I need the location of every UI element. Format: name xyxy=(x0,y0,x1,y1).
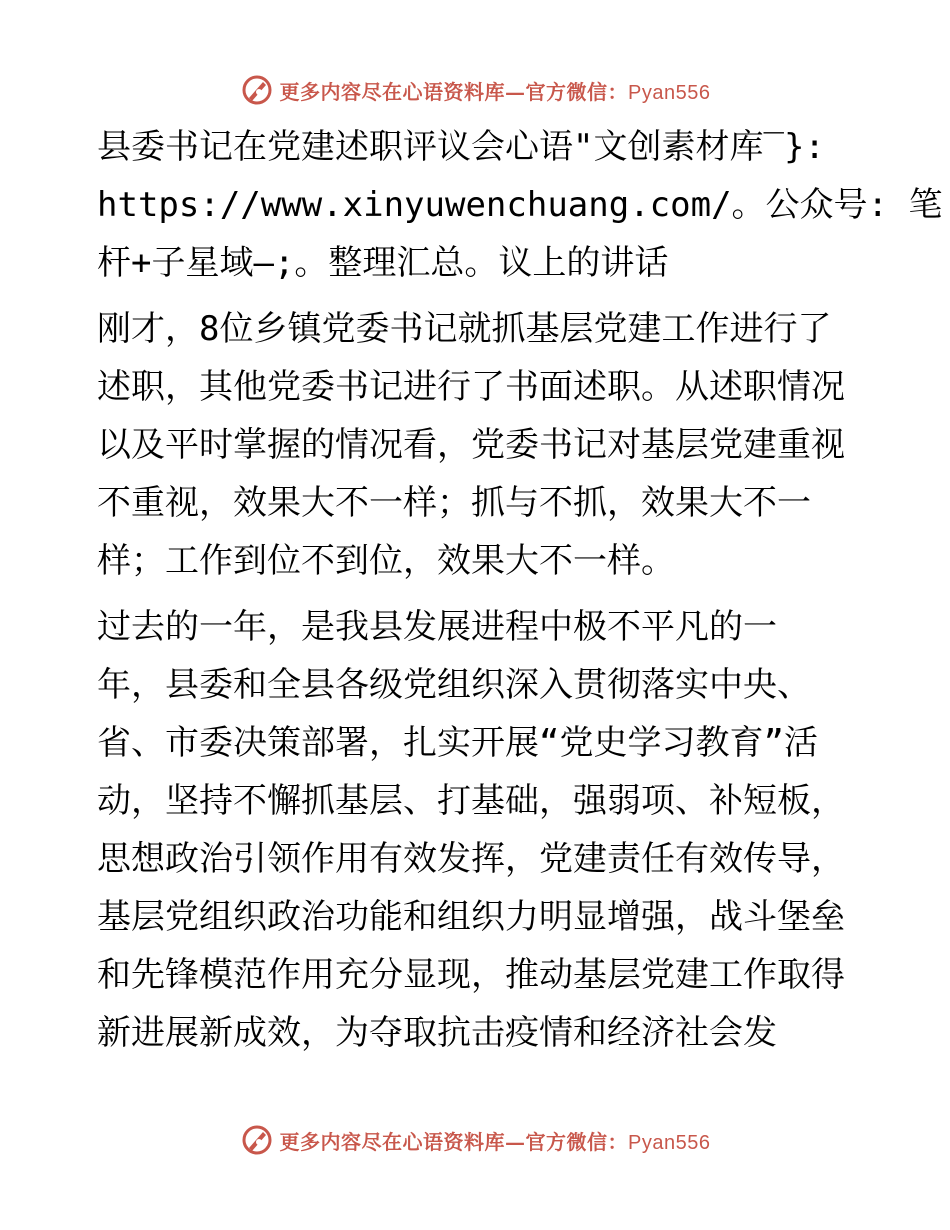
wechat-id: Pyan556 xyxy=(628,81,711,104)
text-line: 刚才，8位乡镇党委书记就抓基层党建工作进行了 xyxy=(97,309,832,349)
pen-logo-icon xyxy=(240,73,274,107)
text-line: 基层党组织政治功能和组织力明显增强，战斗堡垒 xyxy=(97,897,845,937)
text-line: 县委书记在党建述职评议会心语"文创素材库‾}: xyxy=(97,127,825,167)
text-line: 新进展新成效，为夺取抗击疫情和经济社会发 xyxy=(97,1013,777,1053)
paragraph-1 xyxy=(97,118,943,292)
pen-logo-icon xyxy=(240,1123,274,1157)
text-line: 过去的一年，是我县发展进程中极不平凡的一 xyxy=(97,607,777,647)
paragraph-2 xyxy=(97,300,857,590)
text-line: 思想政治引领作用有效发挥，党建责任有效传导， xyxy=(97,839,845,879)
text-line: 年，县委和全县各级党组织深入贯彻落实中央、 xyxy=(97,665,811,705)
paragraph-3 xyxy=(97,598,857,1062)
watermark-text: 更多内容尽在心语资料库—官方微信：Pyan556 xyxy=(279,1129,711,1154)
text-line: 杆+子星域—;。整理汇总。议上的讲话 xyxy=(97,243,669,283)
text-line: 和先锋模范作用充分显现，推动基层党建工作取得 xyxy=(97,955,845,995)
watermark-banner-top xyxy=(0,70,950,110)
text-line: https://www.xinyuwenchuang.com/。公众号: 笔 xyxy=(97,185,943,225)
watermark-text: 更多内容尽在心语资料库—官方微信：Pyan556 xyxy=(279,79,711,104)
document-body xyxy=(97,118,943,1070)
text-line: 述职，其他党委书记进行了书面述职。从述职情况 xyxy=(97,367,845,407)
text-line: 不重视，效果大不一样；抓与不抓，效果大不一 xyxy=(97,483,811,523)
wechat-id: Pyan556 xyxy=(628,1131,711,1154)
watermark-banner-bottom xyxy=(0,1120,950,1160)
text-line: 省、市委决策部署，扎实开展“党史学习教育”活 xyxy=(97,723,818,763)
text-line: 以及平时掌握的情况看，党委书记对基层党建重视 xyxy=(97,425,845,465)
text-line: 动，坚持不懈抓基层、打基础，强弱项、补短板， xyxy=(97,781,845,821)
text-line: 样；工作到位不到位，效果大不一样。 xyxy=(97,541,675,581)
